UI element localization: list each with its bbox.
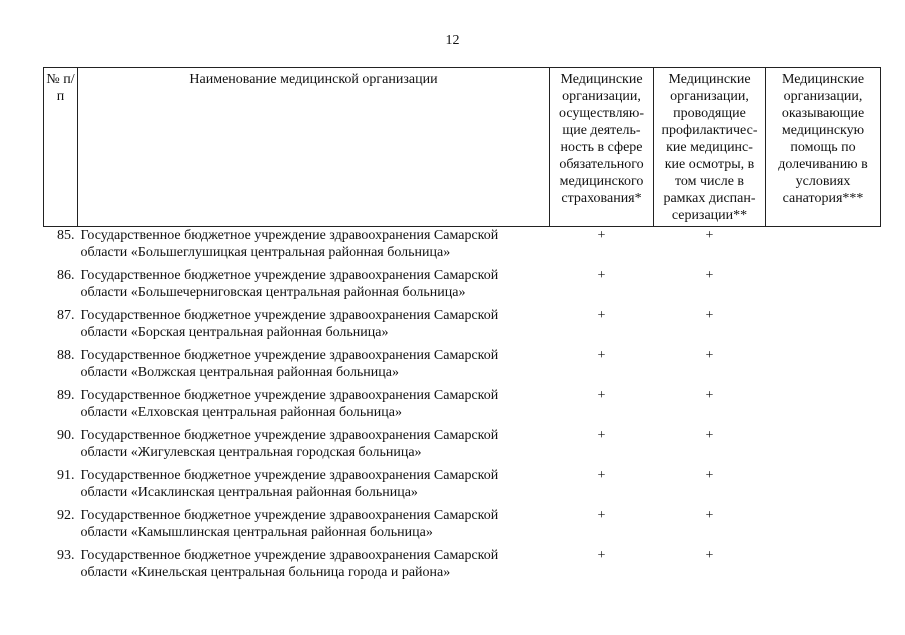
- row-number: 87.: [57, 308, 75, 323]
- row-number: 88.: [57, 348, 75, 363]
- preventive-exams-mark: +: [705, 548, 714, 563]
- organization-name-line1: Государственное бюджетное учреждение здравоохранения Самарской: [80, 388, 499, 403]
- header-sanatorium: Медицинские организации, оказывающие медицинскую помощь по долечиванию в условиях санатория***: [766, 68, 881, 227]
- organization-name-line1: Государственное бюджетное учреждение здравоохранения Самарской: [80, 348, 499, 363]
- table-row: [44, 467, 881, 507]
- organization-name: [78, 307, 550, 347]
- oms-mark: +: [597, 468, 606, 483]
- organization-name-line1: Государственное бюджетное учреждение здравоохранения Самарской: [80, 308, 499, 323]
- table-row: [44, 387, 881, 427]
- row-number: 89.: [57, 388, 75, 403]
- table-row: [44, 227, 881, 268]
- oms-mark: +: [597, 428, 606, 443]
- organization-name-line2: области «Кинельская центральная больница города и района»: [80, 565, 451, 580]
- organization-name: [78, 387, 550, 427]
- organization-name-line2: области «Волжская центральная районная больница»: [80, 365, 399, 380]
- oms-mark: +: [597, 348, 606, 363]
- sanatorium-mark: [766, 467, 881, 507]
- organization-name-line1: Государственное бюджетное учреждение здравоохранения Самарской: [80, 268, 499, 283]
- sanatorium-mark: [766, 347, 881, 387]
- organization-name: [78, 227, 550, 268]
- header-num: № п/п: [44, 68, 78, 227]
- sanatorium-mark: [766, 267, 881, 307]
- organizations-table: [43, 67, 881, 587]
- sanatorium-mark: [766, 227, 881, 268]
- organization-name-line1: Государственное бюджетное учреждение здравоохранения Самарской: [80, 228, 499, 243]
- organization-name-line2: области «Большеглушицкая центральная районная больница»: [80, 245, 451, 260]
- header-organization-name: Наименование медицинской организации: [78, 68, 550, 227]
- preventive-exams-mark: +: [705, 268, 714, 283]
- sanatorium-mark: [766, 307, 881, 347]
- table-row: [44, 507, 881, 547]
- organizations-table-container: [43, 67, 880, 587]
- row-number: 91.: [57, 468, 75, 483]
- header-oms: Медицинские организации, осуществляю-щие деятель-ность в сфере обязательного медицинского страхования*: [550, 68, 654, 227]
- row-number: 90.: [57, 428, 75, 443]
- preventive-exams-mark: +: [705, 348, 714, 363]
- oms-mark: +: [597, 388, 606, 403]
- organization-name: [78, 507, 550, 547]
- organization-name-line2: области «Камышлинская центральная районная больница»: [80, 525, 433, 540]
- table-row: [44, 267, 881, 307]
- page-number: 12: [445, 33, 460, 48]
- table-header-row: [44, 68, 881, 227]
- sanatorium-mark: [766, 547, 881, 587]
- organization-name-line2: области «Исаклинская центральная районная больница»: [80, 485, 418, 500]
- table-body: [44, 227, 881, 588]
- preventive-exams-mark: +: [705, 228, 714, 243]
- row-number: 86.: [57, 268, 75, 283]
- table-row: [44, 427, 881, 467]
- preventive-exams-mark: +: [705, 308, 714, 323]
- preventive-exams-mark: +: [705, 468, 714, 483]
- organization-name-line2: области «Большечерниговская центральная районная больница»: [80, 285, 466, 300]
- organization-name-line2: области «Жигулевская центральная городская больница»: [80, 445, 422, 460]
- organization-name: [78, 547, 550, 587]
- sanatorium-mark: [766, 507, 881, 547]
- oms-mark: +: [597, 268, 606, 283]
- table-row: [44, 347, 881, 387]
- row-number: 85.: [57, 228, 75, 243]
- oms-mark: +: [597, 508, 606, 523]
- organization-name-line2: области «Борская центральная районная больница»: [80, 325, 389, 340]
- table-row: [44, 307, 881, 347]
- row-number: 92.: [57, 508, 75, 523]
- organization-name-line1: Государственное бюджетное учреждение здравоохранения Самарской: [80, 508, 499, 523]
- oms-mark: +: [597, 548, 606, 563]
- sanatorium-mark: [766, 427, 881, 467]
- organization-name: [78, 467, 550, 507]
- organization-name-line2: области «Елховская центральная районная больница»: [80, 405, 402, 420]
- organization-name-line1: Государственное бюджетное учреждение здравоохранения Самарской: [80, 428, 499, 443]
- preventive-exams-mark: +: [705, 508, 714, 523]
- sanatorium-mark: [766, 387, 881, 427]
- organization-name-line1: Государственное бюджетное учреждение здравоохранения Самарской: [80, 548, 499, 563]
- preventive-exams-mark: +: [705, 428, 714, 443]
- organization-name: [78, 267, 550, 307]
- oms-mark: +: [597, 228, 606, 243]
- row-number: 93.: [57, 548, 75, 563]
- organization-name-line1: Государственное бюджетное учреждение здравоохранения Самарской: [80, 468, 499, 483]
- organization-name: [78, 427, 550, 467]
- organization-name: [78, 347, 550, 387]
- oms-mark: +: [597, 308, 606, 323]
- preventive-exams-mark: +: [705, 388, 714, 403]
- header-preventive-exams: Медицинские организации, проводящие профилактичес-кие медицинс-кие осмотры, в том числе в рамках диспан-серизации**: [654, 68, 766, 227]
- table-row: [44, 547, 881, 587]
